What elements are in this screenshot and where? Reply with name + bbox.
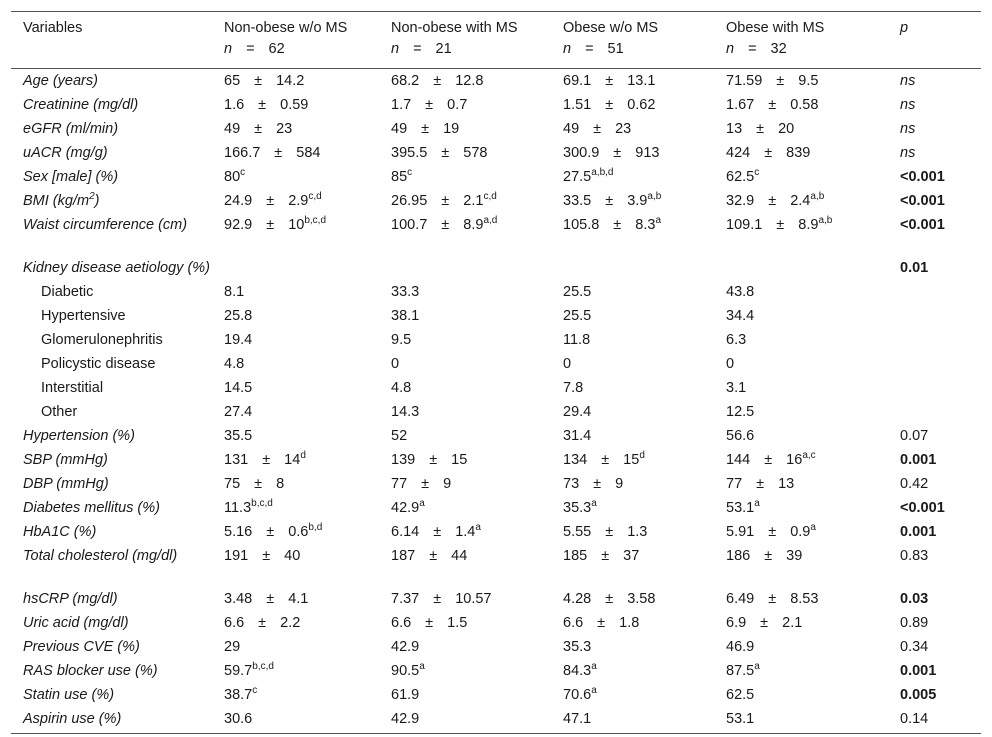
value-cell: 49 ± 23 bbox=[563, 121, 632, 137]
table-row bbox=[11, 522, 981, 546]
value-cell: 4.8 bbox=[391, 380, 412, 396]
value-cell: 43.8 bbox=[726, 284, 755, 300]
value-cell: 34.4 bbox=[726, 308, 755, 324]
value-cell: 85$^c$ bbox=[391, 167, 413, 185]
row-label: hsCRP (mg/dl) bbox=[23, 591, 118, 607]
value-cell: 6.6 ± 2.2 bbox=[224, 615, 301, 631]
value-cell: 11.3$^{b,c,d}$ bbox=[224, 498, 273, 516]
significance-superscript: d bbox=[300, 450, 306, 462]
p-value bbox=[888, 354, 981, 378]
row-label: Interstitial bbox=[41, 380, 104, 396]
value-cell: 70.6$^a$ bbox=[563, 685, 597, 703]
p-value: 0.005 bbox=[900, 687, 937, 703]
value-cell: 84.3$^a$ bbox=[563, 661, 597, 679]
value-cell: $5.16 \pm 0.6^{b,d}$ bbox=[224, 522, 323, 540]
p-value: 0.001 bbox=[900, 524, 937, 540]
value-cell: 7.37 ± 10.57 bbox=[391, 591, 492, 607]
row-label: uACR (mg/g) bbox=[23, 145, 108, 161]
value-cell: 53.1 bbox=[714, 709, 888, 734]
value-cell: 90.5$^a$ bbox=[391, 661, 425, 679]
table-row bbox=[11, 546, 981, 589]
significance-superscript: a bbox=[591, 498, 597, 510]
p-value: ns bbox=[900, 145, 916, 161]
value-cell: 1.67 ± 0.58 bbox=[726, 97, 819, 113]
value-cell: 87.5$^a$ bbox=[726, 661, 760, 679]
value-cell: 49 ± 23 bbox=[224, 121, 293, 137]
p-value bbox=[888, 330, 981, 354]
col-header: Variables bbox=[11, 12, 212, 41]
p-value bbox=[888, 402, 981, 426]
value-cell: 3.1 bbox=[726, 380, 747, 396]
value-cell: 25.8 bbox=[224, 308, 253, 324]
value-cell: 29 bbox=[224, 639, 241, 655]
value-cell: 31.4 bbox=[563, 428, 592, 444]
significance-superscript: a bbox=[810, 522, 816, 534]
p-value bbox=[888, 306, 981, 330]
value-cell: 25.5 bbox=[563, 308, 592, 324]
p-value: 0.03 bbox=[900, 591, 929, 607]
value-cell: 42.9 bbox=[391, 639, 420, 655]
p-value: ns bbox=[900, 97, 916, 113]
significance-superscript: b,c,d bbox=[252, 661, 274, 673]
value-cell: 395.5 ± 578 bbox=[391, 145, 488, 161]
n-cell: n = 32 bbox=[714, 40, 888, 69]
row-label: Statin use (%) bbox=[23, 687, 115, 703]
row-label: Aspirin use (%) bbox=[11, 709, 212, 734]
significance-superscript: a,d bbox=[483, 215, 498, 227]
significance-superscript: a bbox=[591, 685, 597, 697]
value-cell: 4.28 ± 3.58 bbox=[563, 591, 656, 607]
significance-superscript: b,c,d bbox=[251, 498, 273, 510]
value-cell: 38.1 bbox=[391, 308, 420, 324]
row-label: RAS blocker use (%) bbox=[23, 663, 158, 679]
value-cell: 56.6 bbox=[726, 428, 755, 444]
significance-superscript: c,d bbox=[483, 191, 497, 203]
row-label: Creatinine (mg/dl) bbox=[23, 97, 139, 113]
value-cell: 6.9 ± 2.1 bbox=[726, 615, 803, 631]
value-cell: $24.9 \pm 2.9^{c,d}$ bbox=[224, 191, 322, 209]
value-cell: 47.1 bbox=[551, 709, 714, 734]
col-header: Non-obese w/o MS bbox=[212, 12, 379, 41]
value-cell: 61.9 bbox=[391, 687, 420, 703]
value-cell: 1.51 ± 0.62 bbox=[563, 97, 656, 113]
significance-superscript: a,b bbox=[647, 191, 662, 203]
significance-superscript: a,b,d bbox=[591, 167, 614, 179]
value-cell: 6.49 ± 8.53 bbox=[726, 591, 819, 607]
table-row bbox=[11, 450, 981, 474]
value-cell: 0 bbox=[726, 356, 735, 372]
value-cell: 300.9 ± 913 bbox=[563, 145, 660, 161]
significance-superscript: a bbox=[655, 215, 661, 227]
value-cell: 35.3 bbox=[563, 639, 592, 655]
row-label: SBP (mmHg) bbox=[23, 452, 108, 468]
row-label: Glomerulonephritis bbox=[41, 332, 163, 348]
significance-superscript: a bbox=[419, 498, 425, 510]
row-label: DBP (mmHg) bbox=[23, 476, 109, 492]
row-label: Hypertensive bbox=[41, 308, 126, 324]
characteristics-table bbox=[11, 11, 981, 734]
value-cell: 5.55 ± 1.3 bbox=[563, 524, 648, 540]
significance-superscript: a,b bbox=[810, 191, 825, 203]
value-cell: 71.59 ± 9.5 bbox=[726, 73, 819, 89]
significance-superscript: c bbox=[252, 685, 258, 697]
value-cell: $32.9 \pm 2.4^{a,b}$ bbox=[726, 191, 825, 209]
row-label: BMI $(kg/m^2)$ bbox=[23, 191, 100, 209]
significance-superscript: a bbox=[419, 661, 425, 673]
table-row bbox=[11, 685, 981, 709]
significance-superscript: c bbox=[754, 167, 760, 179]
table-row bbox=[11, 215, 981, 258]
row-label: eGFR (ml/min) bbox=[23, 121, 119, 137]
value-cell bbox=[714, 258, 888, 282]
value-cell: $26.95 \pm 2.1^{c,d}$ bbox=[391, 191, 497, 209]
value-cell: 68.2 ± 12.8 bbox=[391, 73, 484, 89]
value-cell: 59.7$^{b,c,d}$ bbox=[224, 661, 274, 679]
table-row bbox=[11, 709, 981, 734]
significance-superscript: d bbox=[639, 450, 645, 462]
table-row bbox=[11, 613, 981, 637]
significance-superscript: c,d bbox=[308, 191, 322, 203]
table-row bbox=[11, 378, 981, 402]
table-row bbox=[11, 191, 981, 215]
row-label: Hypertension (%) bbox=[23, 428, 136, 444]
value-cell: 1.7 ± 0.7 bbox=[391, 97, 468, 113]
value-cell: 80$^c$ bbox=[224, 167, 246, 185]
value-cell: 139 ± 15 bbox=[391, 452, 468, 468]
table-row bbox=[11, 354, 981, 378]
value-cell: 185 ± 37 bbox=[563, 548, 640, 564]
p-value: 0.001 bbox=[900, 663, 937, 679]
significance-superscript: c bbox=[407, 167, 413, 179]
row-label: HbA1C (%) bbox=[23, 524, 97, 540]
table-row bbox=[11, 426, 981, 450]
value-cell: 9.5 bbox=[391, 332, 412, 348]
p-value: 0.01 bbox=[900, 260, 929, 276]
table-body bbox=[11, 69, 981, 734]
value-cell: $33.5 \pm 3.9^{a,b}$ bbox=[563, 191, 662, 209]
value-cell: 29.4 bbox=[563, 404, 592, 420]
value-cell: 73 ± 9 bbox=[563, 476, 624, 492]
significance-superscript: a bbox=[475, 522, 481, 534]
p-value: 0.001 bbox=[900, 452, 937, 468]
value-cell: 38.7$^c$ bbox=[224, 685, 258, 703]
value-cell: 11.8 bbox=[563, 332, 591, 348]
value-cell: 53.1$^a$ bbox=[726, 498, 760, 516]
value-cell: 191 ± 40 bbox=[224, 548, 301, 564]
value-cell: 1.6 ± 0.59 bbox=[224, 97, 309, 113]
p-value: ns bbox=[900, 73, 916, 89]
value-cell: 42.9$^a$ bbox=[391, 498, 425, 516]
value-cell: 5.91 ± 0.9$^a$ bbox=[726, 522, 816, 540]
value-cell: 30.6 bbox=[212, 709, 379, 734]
n-cell: n = 21 bbox=[379, 40, 551, 69]
value-cell: 35.3$^a$ bbox=[563, 498, 597, 516]
p-value: ns bbox=[900, 121, 916, 137]
p-value: 0.07 bbox=[900, 428, 929, 444]
value-cell: 27.4 bbox=[224, 404, 253, 420]
significance-superscript: a bbox=[754, 498, 760, 510]
p-value: <0.001 bbox=[900, 500, 945, 516]
p-value: 0.89 bbox=[900, 615, 929, 631]
significance-superscript: a bbox=[754, 661, 760, 673]
table-row bbox=[11, 306, 981, 330]
p-value: 0.83 bbox=[900, 548, 929, 564]
row-label: Sex [male] (%) bbox=[23, 169, 119, 185]
value-cell: $131 \pm 14^d$ bbox=[224, 450, 306, 468]
col-header: Obese w/o MS bbox=[551, 12, 714, 41]
p-value: 0.34 bbox=[900, 639, 929, 655]
table-row bbox=[11, 282, 981, 306]
value-cell: 33.3 bbox=[391, 284, 420, 300]
table-row bbox=[11, 661, 981, 685]
significance-superscript: b,d bbox=[308, 522, 323, 534]
table-row bbox=[11, 95, 981, 119]
value-cell: 19.4 bbox=[224, 332, 253, 348]
p-value: <0.001 bbox=[900, 169, 945, 185]
value-cell: 46.9 bbox=[726, 639, 755, 655]
col-header: Non-obese with MS bbox=[379, 12, 551, 41]
p-value bbox=[888, 378, 981, 402]
value-cell: 13 ± 20 bbox=[726, 121, 795, 137]
value-cell: 69.1 ± 13.1 bbox=[563, 73, 656, 89]
value-cell: $109.1 \pm 8.9^{a,b}$ bbox=[726, 215, 833, 233]
row-label: Diabetic bbox=[41, 284, 94, 300]
p-value: 0.14 bbox=[888, 709, 981, 734]
p-value bbox=[888, 282, 981, 306]
value-cell: 75 ± 8 bbox=[224, 476, 285, 492]
n-cell: n = 62 bbox=[212, 40, 379, 69]
significance-superscript: a,b bbox=[818, 215, 833, 227]
row-label: Other bbox=[41, 404, 78, 420]
value-cell: 186 ± 39 bbox=[726, 548, 803, 564]
value-cell: 65 ± 14.2 bbox=[224, 73, 305, 89]
n-cell: n = 51 bbox=[551, 40, 714, 69]
value-cell: 105.8 ± 8.3$^a$ bbox=[563, 215, 661, 233]
value-cell: 6.3 bbox=[726, 332, 747, 348]
value-cell: 6.6 ± 1.5 bbox=[391, 615, 468, 631]
value-cell: 6.14 ± 1.4$^a$ bbox=[391, 522, 481, 540]
value-cell bbox=[212, 258, 379, 282]
value-cell: 6.6 ± 1.8 bbox=[563, 615, 640, 631]
header-row bbox=[11, 12, 981, 41]
value-cell: 77 ± 13 bbox=[726, 476, 795, 492]
value-cell: 49 ± 19 bbox=[391, 121, 460, 137]
value-cell: $100.7 \pm 8.9^{a,d}$ bbox=[391, 215, 498, 233]
row-label: Age (years) bbox=[23, 73, 98, 89]
col-header: Obese with MS bbox=[714, 12, 888, 41]
value-cell bbox=[379, 258, 551, 282]
table-row bbox=[11, 330, 981, 354]
significance-superscript: a bbox=[591, 661, 597, 673]
table-row bbox=[11, 498, 981, 522]
value-cell: 62.5 bbox=[726, 687, 755, 703]
value-cell: 52 bbox=[391, 428, 408, 444]
significance-superscript: b,c,d bbox=[304, 215, 327, 227]
value-cell: 14.5 bbox=[224, 380, 253, 396]
p-value: <0.001 bbox=[900, 217, 945, 233]
value-cell: 14.3 bbox=[391, 404, 420, 420]
value-cell: $144 \pm 16^{a,c}$ bbox=[726, 450, 816, 468]
value-cell: 4.8 bbox=[224, 356, 245, 372]
row-label: Diabetes mellitus (%) bbox=[23, 500, 160, 516]
row-label: Kidney disease aetiology (%) bbox=[23, 260, 210, 276]
table-row bbox=[11, 402, 981, 426]
row-label: Uric acid (mg/dl) bbox=[23, 615, 129, 631]
value-cell: $134 \pm 15^d$ bbox=[563, 450, 645, 468]
row-label: Waist circumference (cm) bbox=[23, 217, 188, 233]
value-cell: 77 ± 9 bbox=[391, 476, 452, 492]
value-cell: 0 bbox=[391, 356, 400, 372]
table-row bbox=[11, 637, 981, 661]
row-label: Total cholesterol (mg/dl) bbox=[23, 548, 178, 564]
value-cell: 166.7 ± 584 bbox=[224, 145, 321, 161]
value-cell: 3.48 ± 4.1 bbox=[224, 591, 309, 607]
value-cell bbox=[551, 258, 714, 282]
n-row bbox=[11, 40, 981, 69]
value-cell: 25.5 bbox=[563, 284, 592, 300]
p-value: 0.42 bbox=[900, 476, 929, 492]
table-row bbox=[11, 474, 981, 498]
value-cell: 0 bbox=[563, 356, 572, 372]
value-cell: 424 ± 839 bbox=[726, 145, 811, 161]
table-row bbox=[11, 589, 981, 613]
row-label: Policystic disease bbox=[41, 356, 156, 372]
value-cell: 187 ± 44 bbox=[391, 548, 468, 564]
value-cell: 35.5 bbox=[224, 428, 253, 444]
p-value: <0.001 bbox=[900, 193, 945, 209]
value-cell: 62.5$^c$ bbox=[726, 167, 760, 185]
value-cell: 7.8 bbox=[563, 380, 584, 396]
row-label: Previous CVE (%) bbox=[23, 639, 140, 655]
significance-superscript: c bbox=[240, 167, 246, 179]
table-row bbox=[11, 258, 981, 282]
significance-superscript: a,c bbox=[802, 450, 816, 462]
table-row bbox=[11, 119, 981, 143]
value-cell: 27.5$^{a,b,d}$ bbox=[563, 167, 614, 185]
value-cell: 8.1 bbox=[224, 284, 245, 300]
col-header: p bbox=[888, 12, 981, 41]
value-cell: 12.5 bbox=[726, 404, 755, 420]
table-row bbox=[11, 143, 981, 167]
table-row bbox=[11, 69, 981, 96]
table-row bbox=[11, 167, 981, 191]
value-cell: $92.9 \pm 10^{b,c,d}$ bbox=[224, 215, 327, 233]
value-cell: 42.9 bbox=[379, 709, 551, 734]
